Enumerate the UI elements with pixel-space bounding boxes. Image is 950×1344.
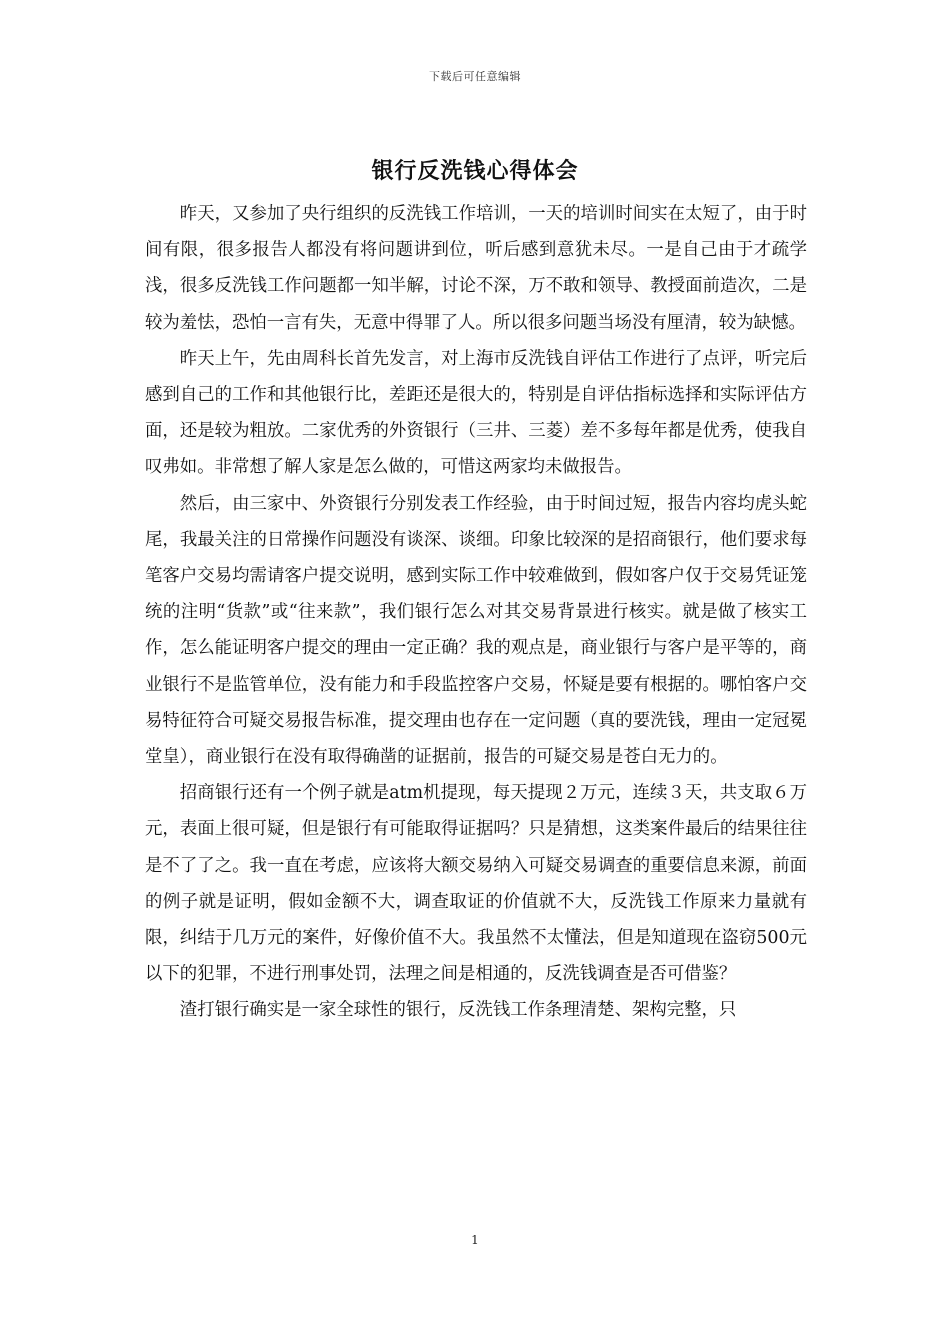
paragraph-5: 渣打银行确实是一家全球性的银行，反洗钱工作条理清楚、架构完整，只	[179, 1000, 737, 1021]
page-number: 1	[471, 1233, 479, 1247]
header-note: 下载后可任意编辑	[429, 70, 521, 83]
paragraph-2: 昨天上午，先由周科长首先发言，对上海市反洗钱自评估工作进行了点评，听完后感到自己的工作和其他银行比，差距还是很大的，特别是自评估指标选择和实际评估方面，还是较为粗放。二家优秀的外资银行（三井、三菱）差不多每年都是优秀，使我自叹弗如。非常想了解人家是怎么做的，可惜这两家均未做报告。	[145, 348, 807, 478]
paragraph-4: 招商银行还有一个例子就是atm机提现，每天提现２万元，连续３天，共支取６万元，表面上很可疑，但是银行有可能取得证据吗？只是猜想，这类案件最后的结果往往是不了了之。我一直在考虑，应该将大额交易纳入可疑交易调查的重要信息来源，前面的例子就是证明，假如金额不大，调查取证的价值就不大，反洗钱工作原来力量就有限，纠结于几万元的案件，好像价值不大。我虽然不太懂法，但是知道现在盗窃500元以下的犯罪，不进行刑事处罚，法理之间是相通的，反洗钱调查是否可借鉴？	[145, 783, 807, 985]
document-title: 银行反洗钱心得体会	[371, 158, 579, 184]
document-body	[145, 196, 807, 1029]
paragraph-3: 然后，由三家中、外资银行分别发表工作经验，由于时间过短，报告内容均虎头蛇尾，我最关注的日常操作问题没有谈深、谈细。印象比较深的是招商银行，他们要求每笔客户交易均需请客户提交说明，感到实际工作中较难做到，假如客户仅于交易凭证笼统的注明“货款”或“往来款”，我们银行怎么对其交易背景进行核实。就是做了核实工作，怎么能证明客户提交的理由一定正确？我的观点是，商业银行与客户是平等的，商业银行不是监管单位，没有能力和手段监控客户交易，怀疑是要有根据的。哪怕客户交易特征符合可疑交易报告标准，提交理由也存在一定问题（真的要洗钱，理由一定冠冕堂皇），商业银行在没有取得确凿的证据前，报告的可疑交易是苍白无力的。	[145, 493, 807, 768]
paragraph-1: 昨天，又参加了央行组织的反洗钱工作培训，一天的培训时间实在太短了，由于时间有限，很多报告人都没有将问题讲到位，听后感到意犹未尽。一是自己由于才疏学浅，很多反洗钱工作问题都一知半解，讨论不深，万不敢和领导、教授面前造次，二是较为羞怯，恐怕一言有失，无意中得罪了人。所以很多问题当场没有厘清，较为缺憾。	[145, 204, 807, 333]
